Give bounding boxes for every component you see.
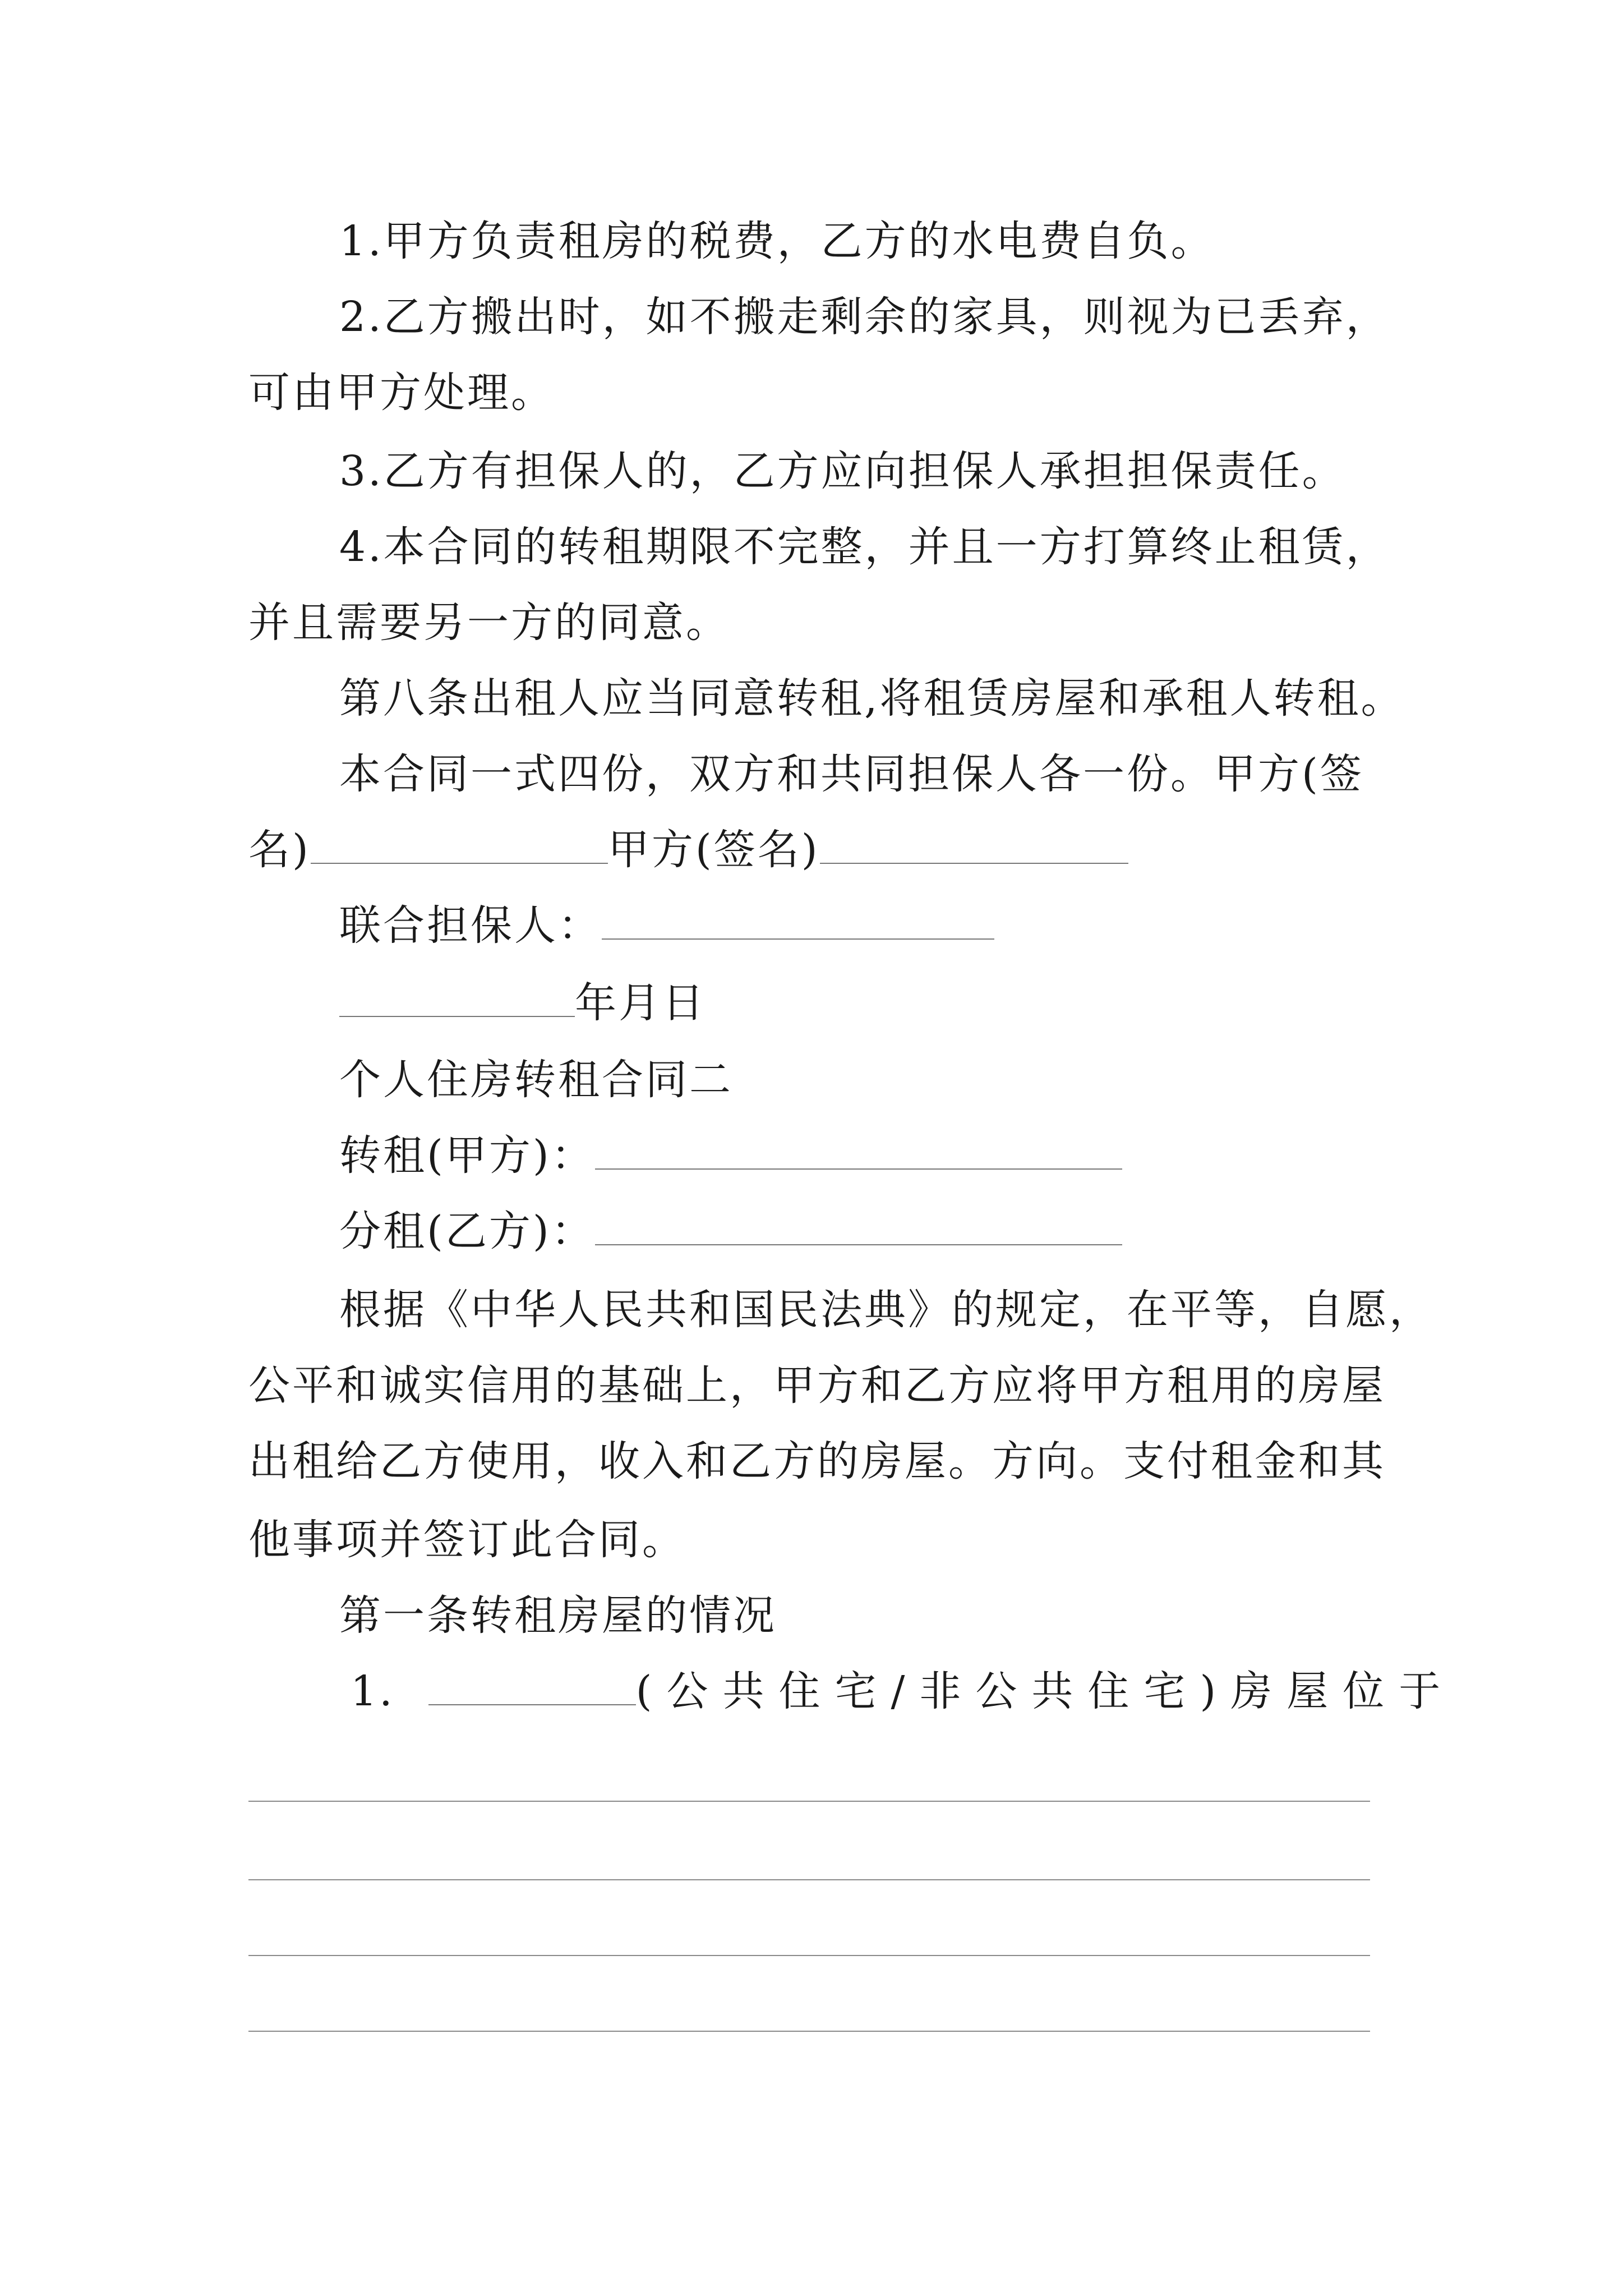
sign-label-2: 甲方(签名) bbox=[607, 826, 820, 874]
sublessor-line bbox=[339, 1128, 1122, 1184]
sign-label-1: 名) bbox=[248, 826, 311, 874]
preamble-line-1: 根据《中华人民共和国民法典》的规定，在平等，自愿， bbox=[339, 1286, 1433, 1334]
clause-1: 1.甲方负责租房的税费，乙方的水电费自负。 bbox=[339, 217, 1215, 265]
preamble-line-4: 他事项并签订此合同。 bbox=[248, 1516, 686, 1564]
address-blank-3[interactable] bbox=[248, 1955, 1370, 1956]
item-1-number: 1. bbox=[351, 1667, 395, 1715]
subtenant-label: 分租(乙方)： bbox=[339, 1207, 595, 1255]
date-blank[interactable] bbox=[339, 977, 575, 1017]
sublessor-blank[interactable] bbox=[595, 1129, 1122, 1170]
guarantor-label: 联合担保人： bbox=[339, 901, 602, 950]
article-8: 第八条出租人应当同意转租,将租赁房屋和承租人转租。 bbox=[339, 674, 1405, 723]
article-1-title: 第一条转租房屋的情况 bbox=[339, 1591, 777, 1640]
clause-3: 3.乙方有担保人的，乙方应向担保人承担担保责任。 bbox=[339, 447, 1346, 495]
item-1-text: (公共住宅/非公共住宅)房屋位于 bbox=[635, 1667, 1455, 1715]
clause-4: 4.本合同的转租期限不完整，并且一方打算终止租赁， bbox=[339, 523, 1390, 571]
date-label: 年月日 bbox=[575, 979, 706, 1027]
contract-2-title: 个人住房转租合同二 bbox=[339, 1056, 733, 1104]
subtenant-blank[interactable] bbox=[595, 1205, 1122, 1245]
copies-statement: 本合同一式四份，双方和共同担保人各一份。甲方(签 bbox=[339, 750, 1364, 798]
sign-blank-1[interactable] bbox=[311, 823, 608, 864]
preamble-line-2: 公平和诚实信用的基础上，甲方和乙方应将甲方租用的房屋 bbox=[248, 1361, 1386, 1410]
address-blank-1[interactable] bbox=[248, 1801, 1370, 1802]
subtenant-line bbox=[339, 1203, 1122, 1259]
address-blank-2[interactable] bbox=[248, 1879, 1370, 1880]
preamble-line-3: 出租给乙方使用，收入和乙方的房屋。方向。支付租金和其 bbox=[248, 1437, 1386, 1485]
date-line bbox=[339, 975, 706, 1031]
address-blank-4[interactable] bbox=[248, 2031, 1370, 2032]
sublessor-label: 转租(甲方)： bbox=[339, 1131, 595, 1180]
clause-4-cont: 并且需要另一方的同意。 bbox=[248, 599, 730, 647]
signature-line bbox=[248, 822, 1128, 878]
clause-2-cont: 可由甲方处理。 bbox=[248, 369, 555, 417]
guarantor-line bbox=[339, 898, 994, 954]
guarantor-blank[interactable] bbox=[602, 899, 994, 940]
clause-2: 2.乙方搬出时，如不搬走剩余的家具，则视为已丢弃， bbox=[339, 293, 1390, 341]
housing-type-blank[interactable] bbox=[428, 1665, 636, 1705]
sign-blank-2[interactable] bbox=[820, 823, 1128, 864]
item-1-line bbox=[351, 1663, 1455, 1719]
